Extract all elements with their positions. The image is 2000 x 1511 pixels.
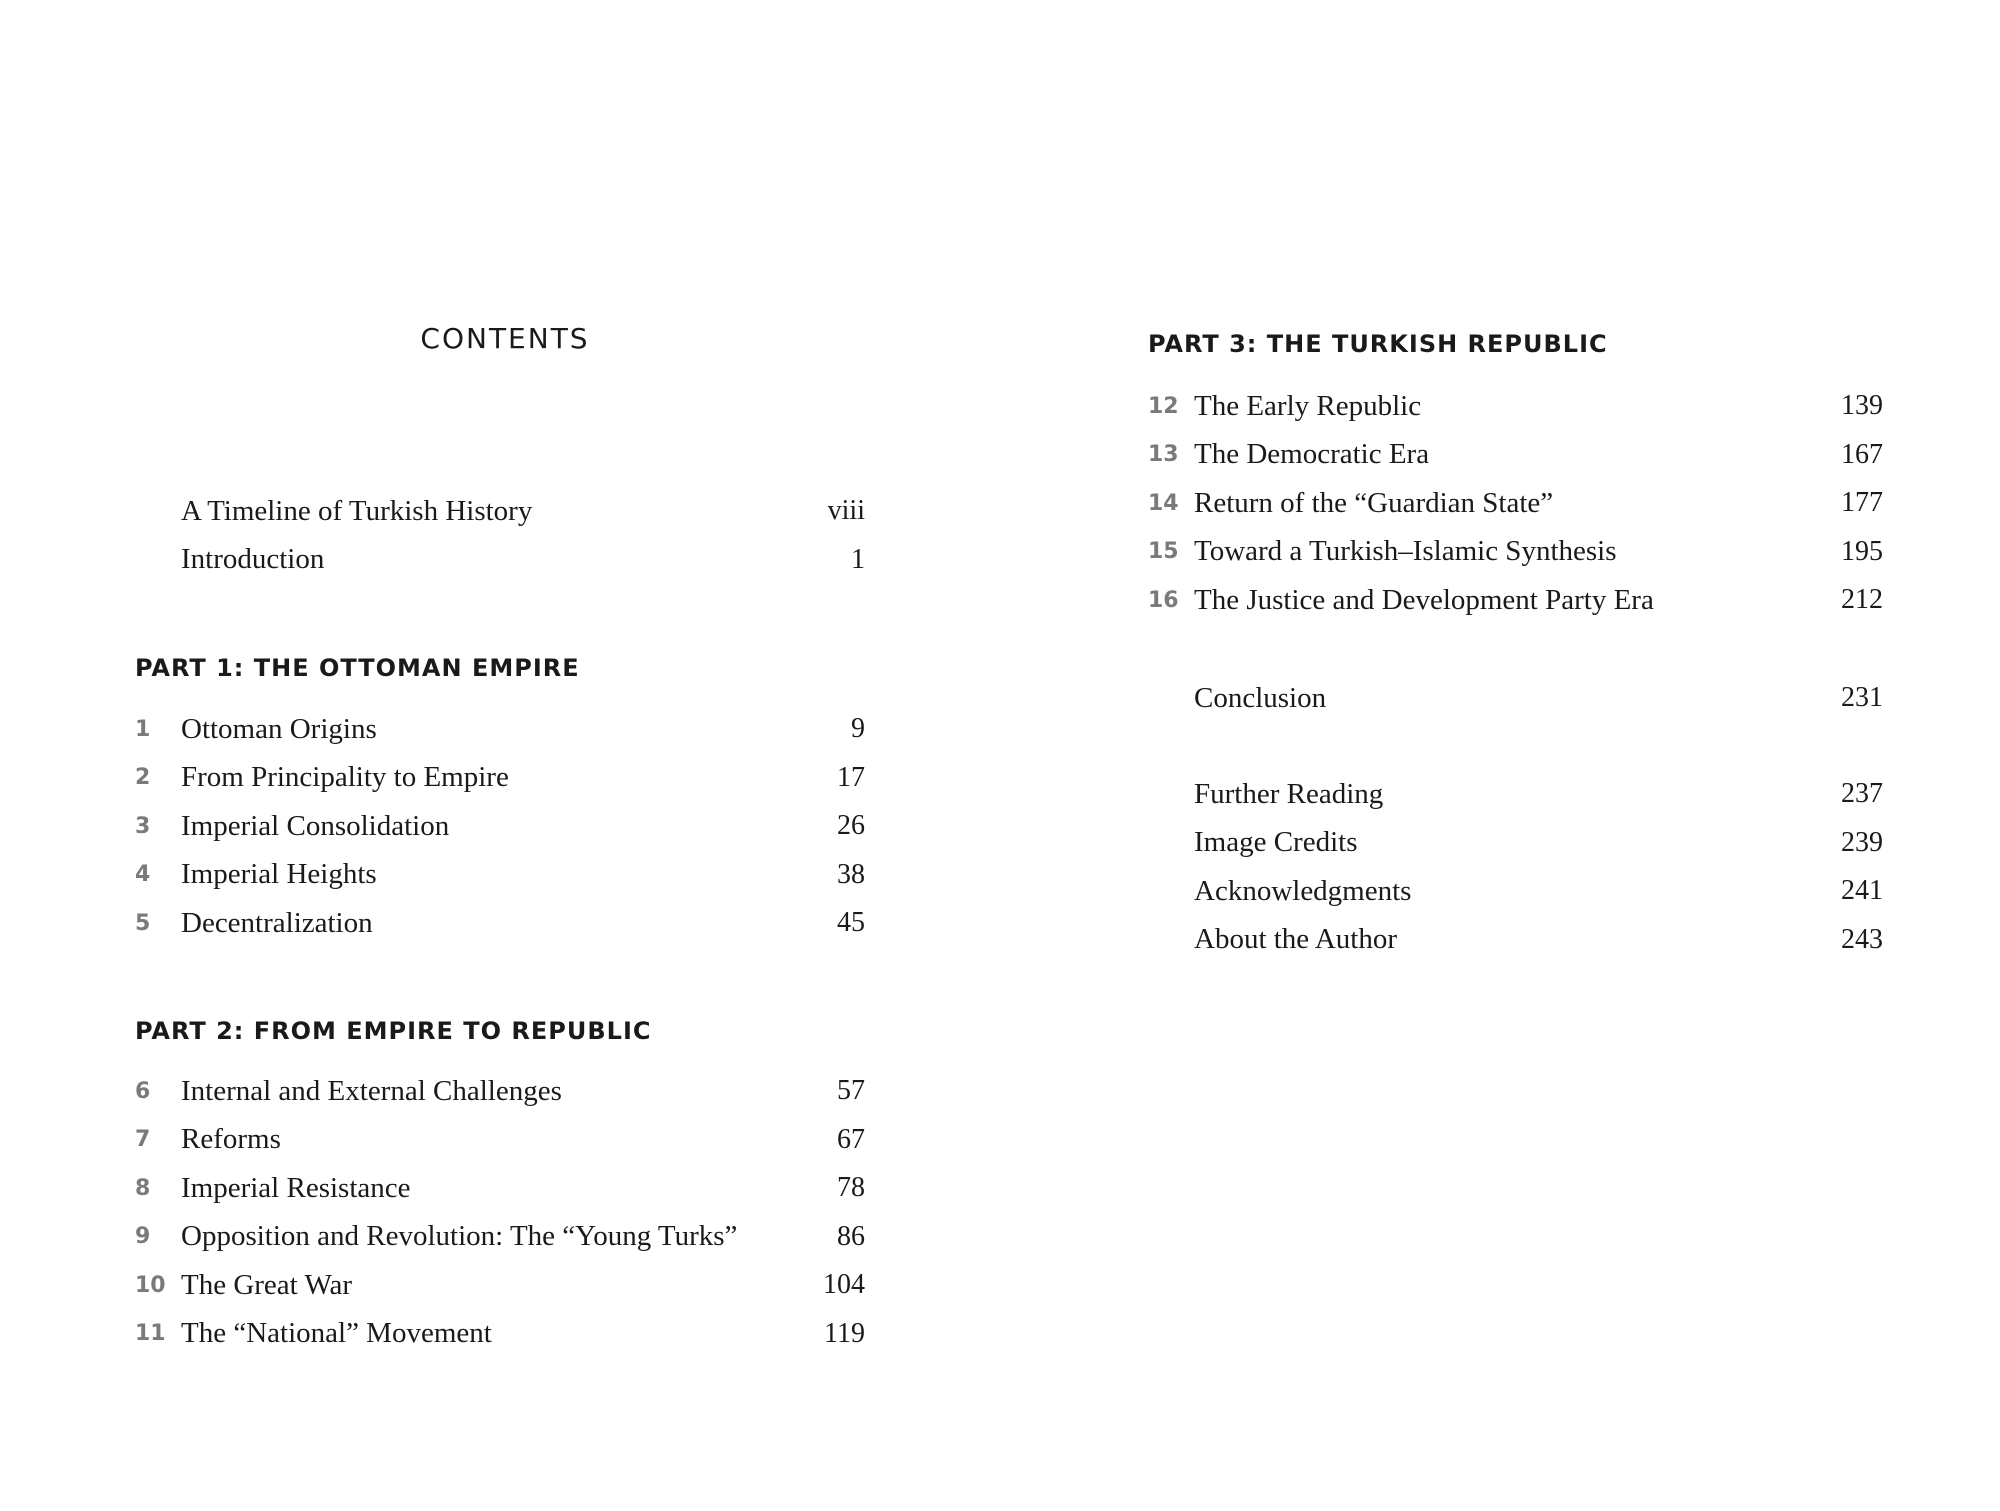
toc-chapter-5[interactable] (135, 899, 865, 948)
chapter-page: 26 (837, 810, 865, 842)
chapter-number: 16 (1148, 587, 1179, 613)
toc-chapter-6[interactable] (135, 1067, 865, 1116)
chapter-title: The Early Republic (1194, 389, 1422, 422)
toc-chapter-7[interactable] (135, 1116, 865, 1165)
toc-entry-conclusion[interactable] (1148, 674, 1883, 723)
toc-chapter-9[interactable] (135, 1213, 865, 1262)
entry-page: 239 (1841, 826, 1883, 858)
chapter-page: 67 (837, 1123, 865, 1155)
toc-entry-about-the-author[interactable] (1148, 916, 1883, 965)
chapter-number: 2 (135, 765, 151, 791)
chapter-number: 15 (1148, 539, 1179, 565)
part-3-heading: PART 3: THE TURKISH REPUBLIC (1148, 330, 1608, 358)
back-matter-list (1148, 770, 1883, 964)
chapter-page: 119 (824, 1317, 865, 1349)
toc-entry-further-reading[interactable] (1148, 770, 1883, 819)
chapter-title: The Great War (181, 1268, 353, 1301)
toc-entry-acknowledgments[interactable] (1148, 867, 1883, 916)
entry-title: Conclusion (1194, 681, 1327, 714)
toc-chapter-10[interactable] (135, 1261, 865, 1310)
chapter-title: Internal and External Challenges (181, 1074, 562, 1107)
entry-page: 237 (1841, 778, 1883, 810)
chapter-title: Toward a Turkish–Islamic Synthesis (1194, 535, 1617, 568)
chapter-title: Imperial Resistance (181, 1171, 411, 1204)
chapter-page: 167 (1841, 438, 1883, 470)
chapter-number: 13 (1148, 442, 1179, 468)
part-3-chapter-list (1148, 382, 1883, 625)
toc-chapter-2[interactable] (135, 754, 865, 803)
chapter-number: 8 (135, 1175, 151, 1201)
chapter-title: Return of the “Guardian State” (1194, 486, 1554, 519)
chapter-page: 78 (837, 1172, 865, 1204)
contents-title: CONTENTS (420, 322, 590, 355)
entry-page: 243 (1841, 923, 1883, 955)
entry-title: A Timeline of Turkish History (181, 494, 533, 527)
toc-chapter-13[interactable] (1148, 431, 1883, 480)
chapter-title: Imperial Consolidation (181, 809, 450, 842)
chapter-page: 86 (837, 1220, 865, 1252)
chapter-title: Imperial Heights (181, 858, 377, 891)
entry-page: viii (827, 495, 865, 527)
chapter-number: 4 (135, 862, 151, 888)
chapter-title: Ottoman Origins (181, 712, 377, 745)
chapter-page: 139 (1841, 390, 1883, 422)
chapter-page: 17 (837, 761, 865, 793)
chapter-page: 195 (1841, 535, 1883, 567)
chapter-number: 10 (135, 1272, 166, 1298)
chapter-page: 45 (837, 907, 865, 939)
entry-page: 241 (1841, 875, 1883, 907)
chapter-page: 57 (837, 1075, 865, 1107)
toc-chapter-15[interactable] (1148, 528, 1883, 577)
entry-title: About the Author (1194, 923, 1397, 956)
toc-chapter-14[interactable] (1148, 479, 1883, 528)
entry-title: Introduction (181, 543, 325, 576)
chapter-page: 212 (1841, 584, 1883, 616)
chapter-title: Reforms (181, 1123, 281, 1156)
chapter-number: 1 (135, 716, 151, 742)
chapter-number: 14 (1148, 490, 1179, 516)
chapter-number: 6 (135, 1078, 151, 1104)
chapter-number: 3 (135, 813, 151, 839)
entry-title: Further Reading (1194, 777, 1384, 810)
chapter-title: From Principality to Empire (181, 761, 509, 794)
chapter-number: 5 (135, 910, 151, 936)
chapter-page: 38 (837, 858, 865, 890)
toc-chapter-3[interactable] (135, 802, 865, 851)
toc-entry-timeline[interactable] (135, 487, 865, 536)
chapter-number: 11 (135, 1321, 166, 1347)
entry-title: Image Credits (1194, 826, 1358, 859)
conclusion-list (1148, 674, 1883, 723)
toc-chapter-11[interactable] (135, 1310, 865, 1359)
toc-entry-image-credits[interactable] (1148, 819, 1883, 868)
toc-chapter-4[interactable] (135, 851, 865, 900)
chapter-page: 177 (1841, 487, 1883, 519)
chapter-title: The Democratic Era (1194, 438, 1430, 471)
toc-chapter-8[interactable] (135, 1164, 865, 1213)
chapter-title: The Justice and Development Party Era (1194, 583, 1654, 616)
part-1-heading: PART 1: THE OTTOMAN EMPIRE (135, 654, 580, 682)
entry-page: 1 (851, 543, 865, 575)
chapter-title: Opposition and Revolution: The “Young Turks” (181, 1220, 738, 1253)
chapter-page: 9 (851, 713, 865, 745)
chapter-number: 7 (135, 1127, 151, 1153)
chapter-page: 104 (823, 1269, 865, 1301)
front-matter-list (135, 487, 865, 584)
toc-chapter-12[interactable] (1148, 382, 1883, 431)
toc-chapter-1[interactable] (135, 705, 865, 754)
part-1-chapter-list (135, 705, 865, 948)
part-2-chapter-list (135, 1067, 865, 1358)
toc-chapter-16[interactable] (1148, 576, 1883, 625)
part-2-heading: PART 2: FROM EMPIRE TO REPUBLIC (135, 1017, 652, 1045)
entry-page: 231 (1841, 682, 1883, 714)
chapter-title: Decentralization (181, 906, 373, 939)
entry-title: Acknowledgments (1194, 874, 1412, 907)
toc-entry-introduction[interactable] (135, 536, 865, 585)
chapter-number: 9 (135, 1224, 151, 1250)
chapter-title: The “National” Movement (181, 1317, 492, 1350)
chapter-number: 12 (1148, 393, 1179, 419)
